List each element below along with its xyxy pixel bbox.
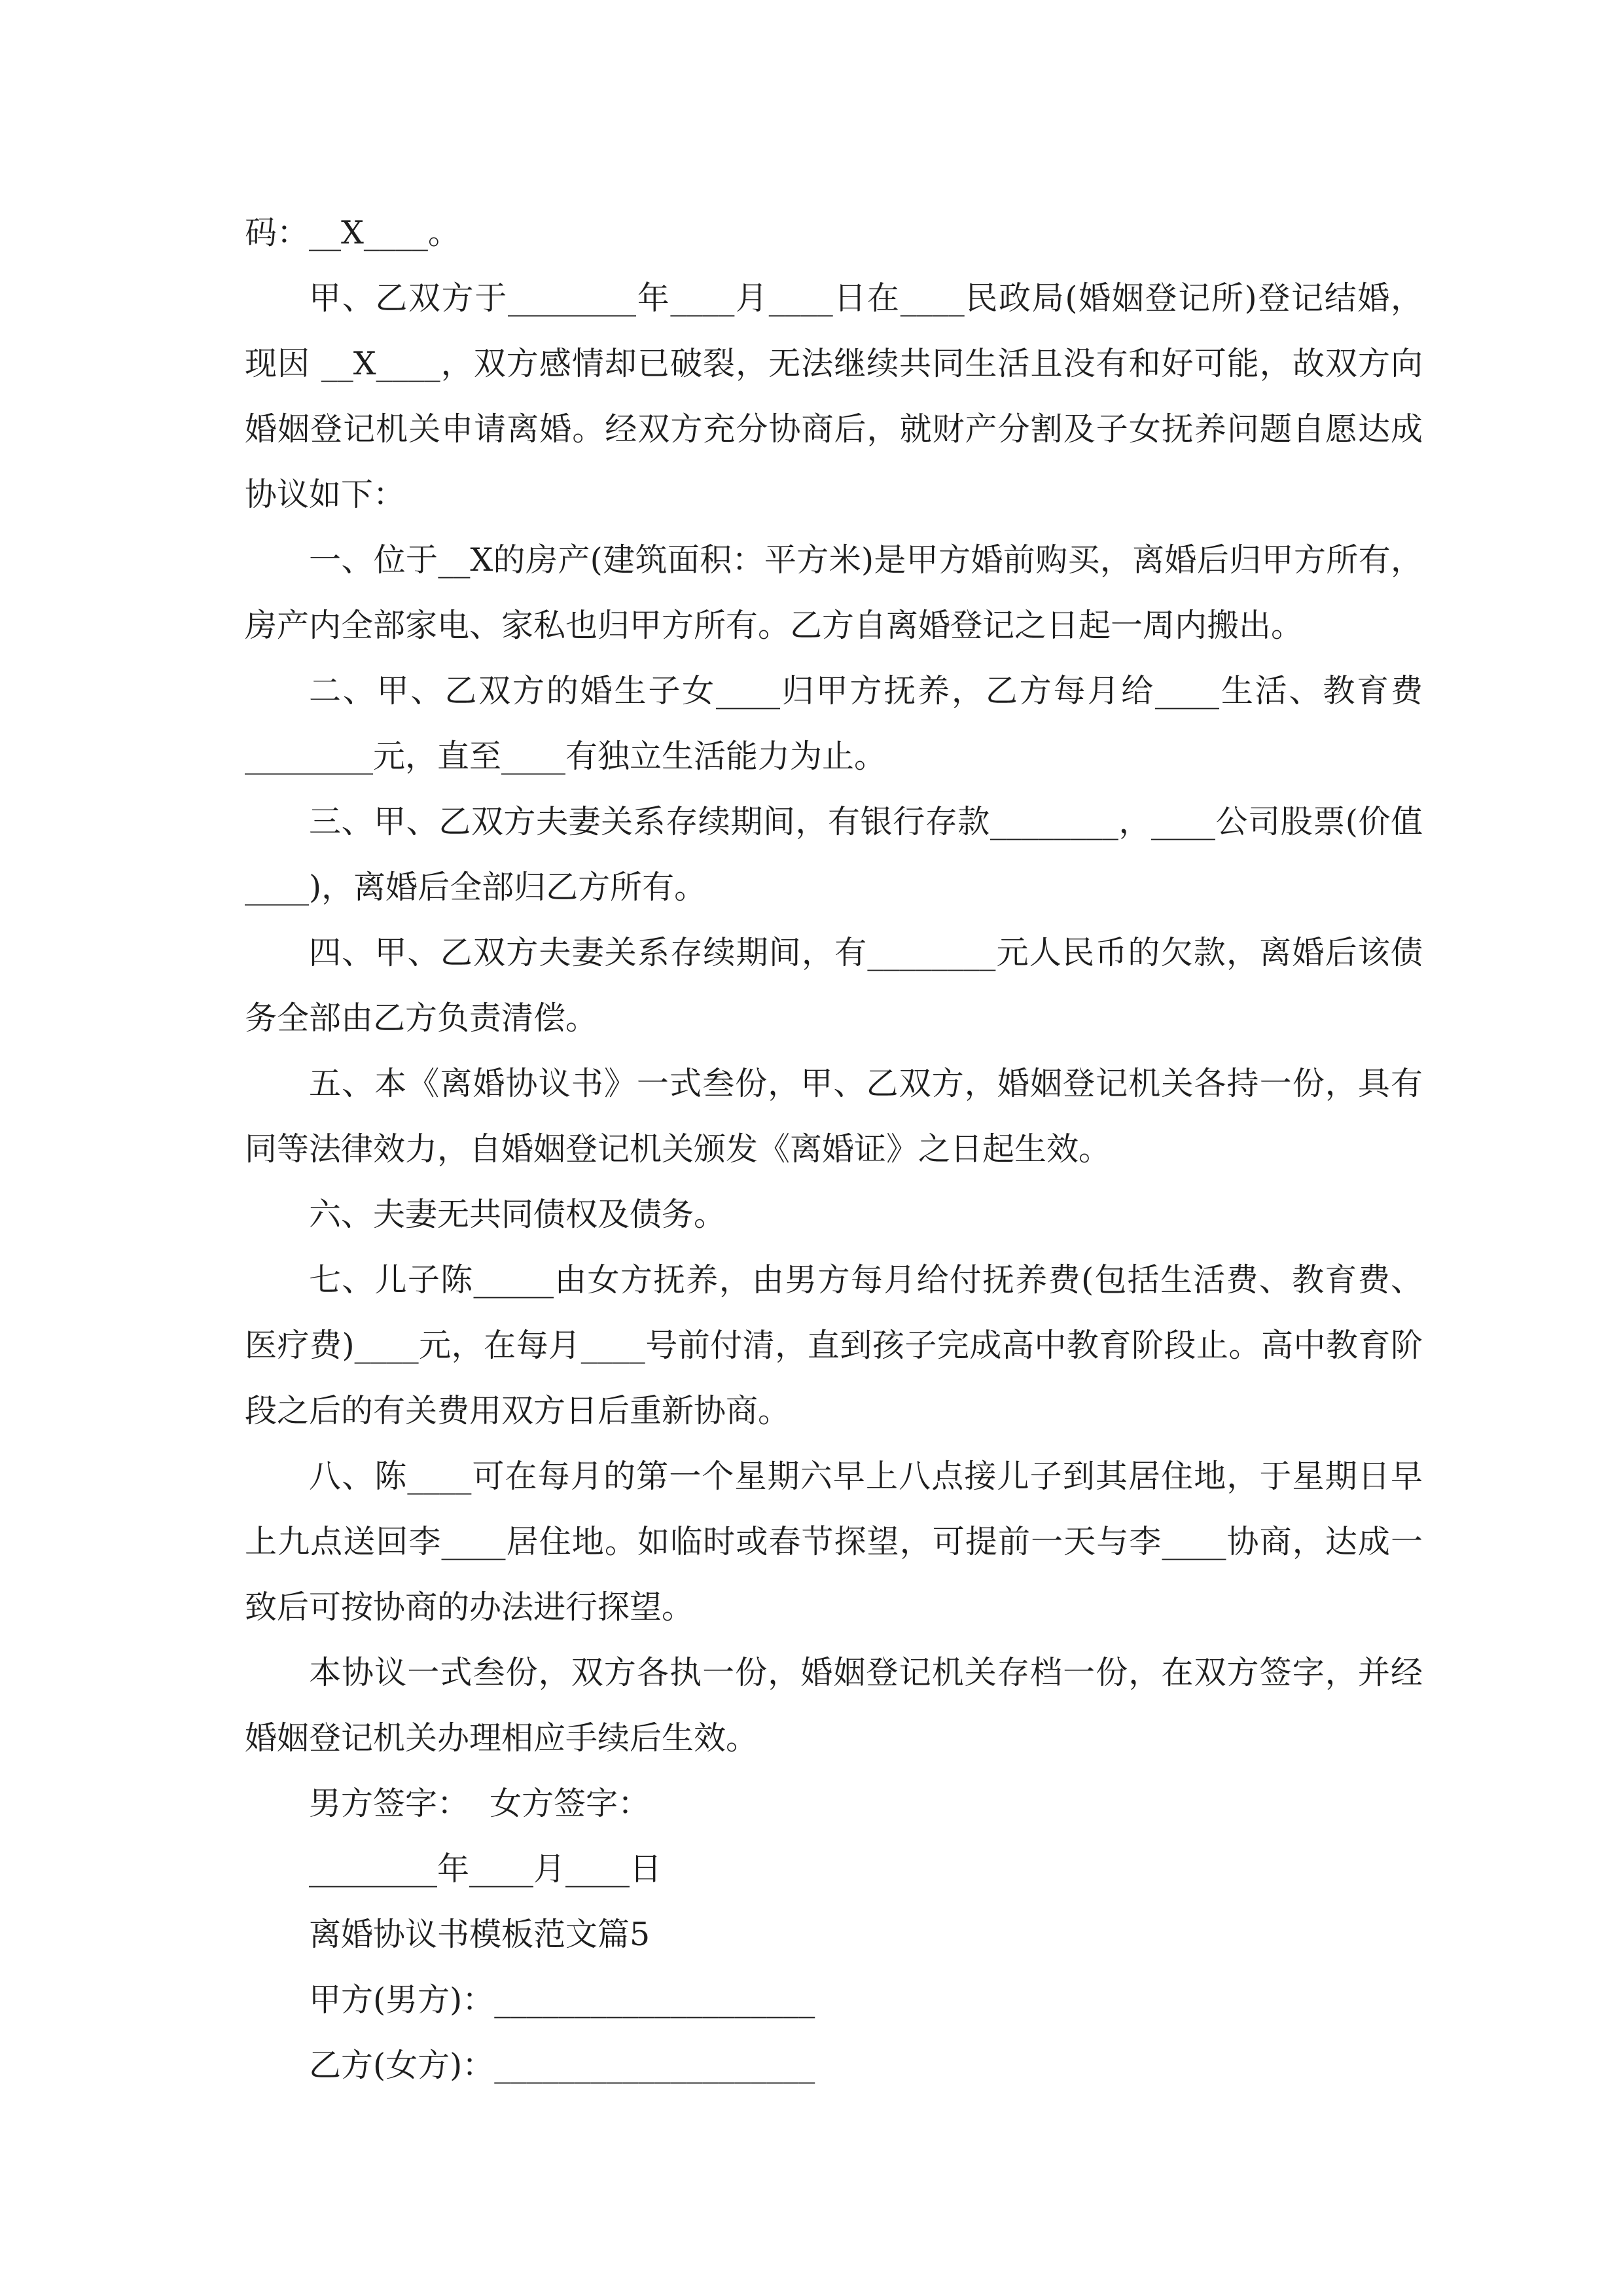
signature-labels: 男方签字： 女方签字： <box>309 1785 651 1822</box>
party-a-line: 甲方(男方)：____________________ <box>309 1981 815 2018</box>
clause-3-deposits: 三、甲、乙双方夫妻关系存续期间，有银行存款________，____公司股票(价值____)，离婚后全部归乙方所有。 <box>245 803 1423 906</box>
clause-2-child-custody: 二、甲、乙双方的婚生子女____归甲方抚养，乙方每月给____生活、教育费________元，直至____有独立生活能力为止。 <box>245 672 1423 775</box>
clause-7-son-support: 七、儿子陈_____由女方抚养，由男方每月给付抚养费(包括生活费、教育费、医疗费)____元，在每月____号前付清，直到孩子完成高中教育阶段止。高中教育阶段之后的有关费用双方日后重新协商。 <box>245 1261 1423 1429</box>
clause-8-visitation: 八、陈____可在每月的第一个星期六早上八点接儿子到其居住地，于星期日早上九点送回李____居住地。如临时或春节探望，可提前一天与李____协商，达成一致后可按协商的办法进行探望。 <box>245 1458 1423 1626</box>
section-heading-template-5: 离婚协议书模板范文篇5 <box>309 1916 651 1953</box>
party-b-line: 乙方(女方)：____________________ <box>309 2047 815 2084</box>
clause-4-debts: 四、甲、乙双方夫妻关系存续期间，有________元人民币的欠款，离婚后该债务全部由乙方负责清偿。 <box>245 934 1423 1037</box>
paragraph-marriage-intro: 甲、乙双方于________年____月____日在____民政局(婚姻登记所)登记结婚，现因 __X____，双方感情却已破裂，无法继续共同生活且没有和好可能，故双方向婚姻登记机关申请离婚。经双方充分协商后，就财产分割及子女抚养问题自愿达成协议如下： <box>245 279 1423 513</box>
paragraph-id-code-tail: 码：__X____。 <box>245 214 460 251</box>
clause-1-property: 一、位于__X的房产(建筑面积：平方米)是甲方婚前购买，离婚后归甲方所有，房产内全部家电、家私也归甲方所有。乙方自离婚登记之日起一周内搬出。 <box>245 541 1423 644</box>
paragraph-effectiveness: 本协议一式叁份，双方各执一份，婚姻登记机关存档一份，在双方签字，并经婚姻登记机关办理相应手续后生效。 <box>245 1654 1423 1757</box>
signature-date-line: ________年____月____日 <box>309 1850 662 1888</box>
agreement-body <box>245 200 1423 2098</box>
clause-5-copies: 五、本《离婚协议书》一式叁份，甲、乙双方，婚姻登记机关各持一份，具有同等法律效力，自婚姻登记机关颁发《离婚证》之日起生效。 <box>245 1065 1423 1168</box>
clause-6-no-joint-claims: 六、夫妻无共同债权及债务。 <box>309 1196 726 1233</box>
